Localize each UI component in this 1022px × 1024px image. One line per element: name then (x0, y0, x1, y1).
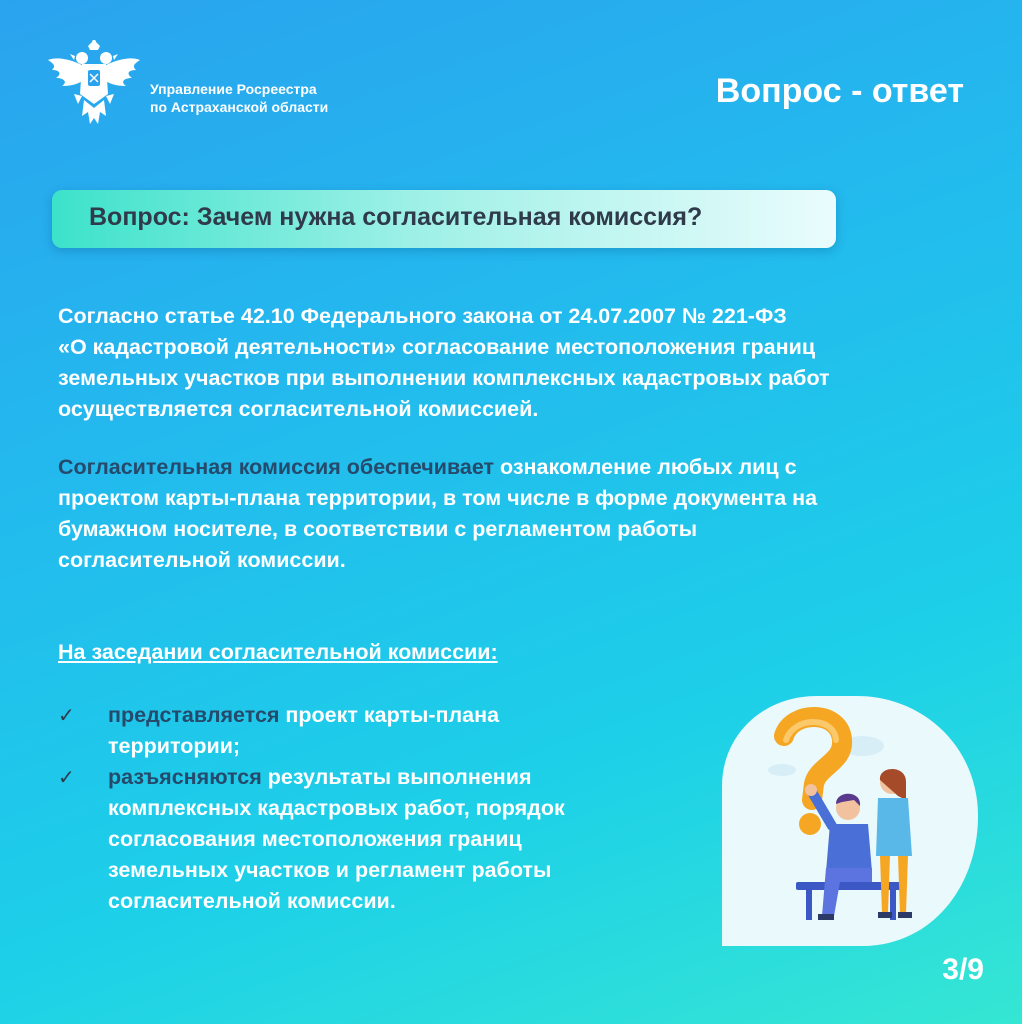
paragraph-commission-duties (58, 452, 978, 576)
list-item (108, 700, 499, 762)
highlight-text: представляется (108, 703, 280, 727)
paragraph-line: Согласно статье 42.10 Федерального закона от 24.07.2007 № 221-ФЗ (58, 304, 787, 328)
question-people-illustration (722, 696, 978, 946)
paragraph-line: согласительной комиссии. (58, 548, 346, 572)
paragraph-line: проектом карты-плана территории, в том числе в форме документа на (58, 486, 818, 510)
organization-name-line2: по Астраханской области (150, 99, 329, 115)
paragraph-line (58, 452, 978, 483)
list-item-line (108, 762, 565, 793)
list-item-line: согласительной комиссии. (108, 889, 396, 913)
paragraph-line: осуществляется согласительной комиссией. (58, 397, 539, 421)
list-item-line: территории; (108, 734, 241, 758)
page-number: 3/9 (942, 953, 984, 986)
checkmark-icon: ✓ (58, 767, 75, 789)
paragraph-line: «О кадастровой деятельности» согласование местоположения границ (58, 335, 816, 359)
list-item-text: результаты выполнения (261, 765, 532, 789)
list-item-line: согласования местоположения границ (108, 827, 522, 851)
paragraph-text: ознакомление любых лиц с (494, 455, 797, 479)
list-item-line (108, 700, 499, 731)
highlight-text: разъясняются (108, 765, 262, 789)
list-item-line: комплексных кадастровых работ, порядок (108, 796, 565, 820)
page-title: Вопрос - ответ (715, 72, 964, 110)
highlight-text: Согласительная комиссия обеспечивает (58, 455, 495, 479)
question-banner (52, 190, 836, 248)
organization-name (150, 80, 380, 116)
list-heading: На заседании согласительной комиссии: (58, 640, 498, 664)
organization-name-line1: Управление Росреестра (150, 81, 317, 97)
checkmark-icon: ✓ (58, 705, 75, 727)
list-item-line: земельных участков и регламент работы (108, 858, 552, 882)
question-text: Вопрос: Зачем нужна согласительная комиссия? (89, 203, 703, 231)
list-item-text: проект карты-плана (279, 703, 500, 727)
paragraph-law-reference (58, 301, 978, 425)
paragraph-line: земельных участков при выполнении комплексных кадастровых работ (58, 366, 830, 390)
paragraph-line: бумажном носителе, в соответствии с регламентом работы (58, 517, 698, 541)
eagle-emblem-icon (44, 38, 144, 138)
list-item (108, 762, 565, 917)
